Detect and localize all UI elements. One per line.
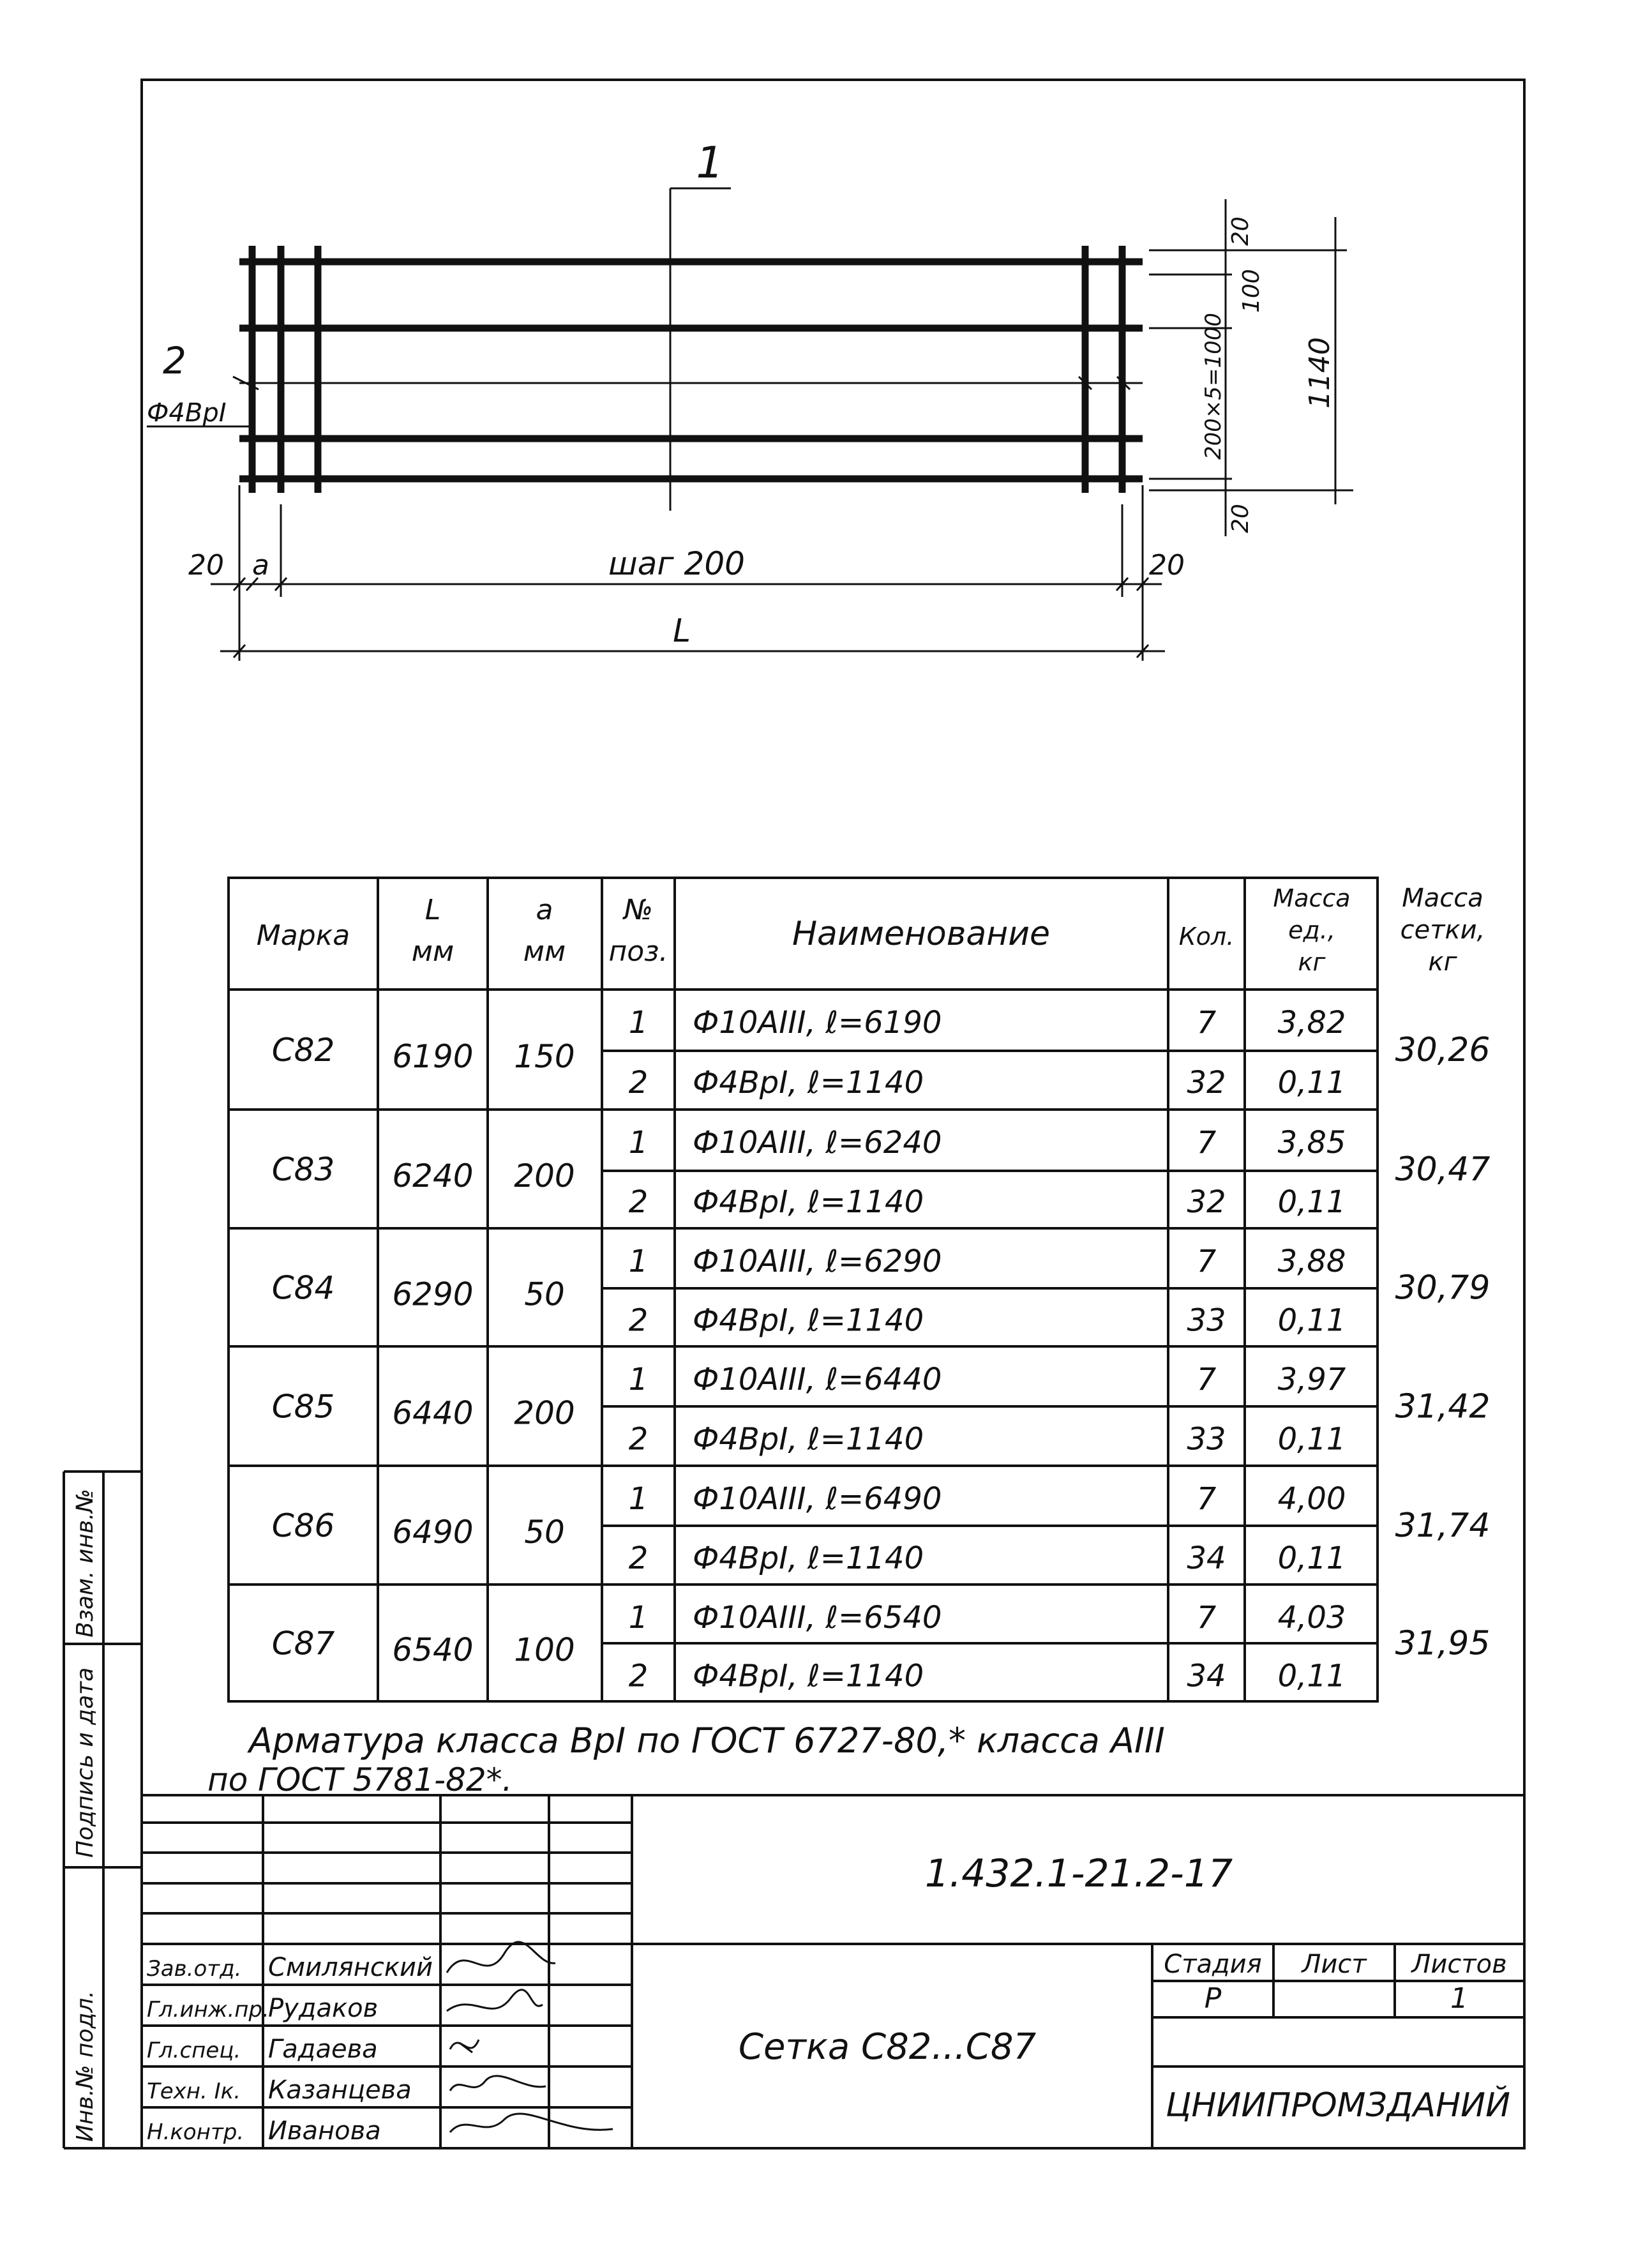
cell-unit-mass: 4,03 — [1277, 1600, 1346, 1636]
hdr-unit-mass-2: ед., — [1288, 916, 1335, 944]
cell-L: 6290 — [392, 1276, 474, 1313]
cell-pos: 2 — [628, 1658, 649, 1694]
cell-mark: С82 — [271, 1032, 335, 1069]
signer-role: Н.контр. — [147, 2119, 244, 2145]
cell-qty: 7 — [1196, 1362, 1217, 1397]
dim-top-20: 20 — [1228, 216, 1254, 246]
signer-name: Иванова — [268, 2116, 381, 2146]
cell-qty: 32 — [1187, 1065, 1226, 1101]
dim-mid: 200×5=1000 — [1201, 312, 1226, 460]
cell-unit-mass: 0,11 — [1277, 1421, 1346, 1457]
cell-mark: С83 — [271, 1151, 335, 1188]
note-line-2: по ГОСТ 5781-82*. — [207, 1761, 513, 1798]
hdr-qty: Кол. — [1178, 922, 1235, 951]
doc-code: 1.432.1-21.2-17 — [924, 1851, 1233, 1896]
hdr-mesh-mass-3: кг — [1428, 947, 1457, 977]
hdr-unit-mass-3: кг — [1298, 948, 1326, 976]
signer-role: Техн. Iк. — [147, 2079, 241, 2104]
drawing-title: Сетка С82...С87 — [738, 2026, 1037, 2068]
signer-name: Смилянский — [268, 1953, 433, 1982]
signer-role: Гл.спец. — [147, 2038, 241, 2063]
side-stamp-inv: Инв.№ подл. — [72, 1991, 98, 2142]
cell-qty: 7 — [1196, 1005, 1217, 1041]
cell-L: 6240 — [392, 1157, 474, 1194]
cell-pos: 1 — [628, 1481, 649, 1517]
cell-unit-mass: 0,11 — [1277, 1658, 1346, 1694]
signatures — [447, 1942, 613, 2132]
hdr-L-unit: мм — [411, 935, 454, 968]
cell-unit-mass: 0,11 — [1277, 1184, 1346, 1220]
hdr-a-unit: мм — [523, 935, 566, 968]
cell-qty: 7 — [1196, 1600, 1217, 1636]
mesh-drawing — [239, 246, 1143, 493]
cell-name: Ф4ВрI, ℓ=1140 — [693, 1302, 924, 1339]
dim-left-20: 20 — [188, 549, 224, 582]
cell-qty: 34 — [1187, 1658, 1226, 1694]
signer-name: Казанцева — [268, 2075, 412, 2105]
cell-pos: 1 — [628, 1125, 649, 1161]
cell-pos: 2 — [628, 1421, 649, 1457]
cell-qty: 34 — [1187, 1540, 1226, 1576]
stage-label: Стадия — [1164, 1950, 1262, 1979]
dim-total: 1140 — [1303, 337, 1336, 409]
spec-table-body — [272, 1005, 1491, 1694]
cell-pos: 1 — [628, 1362, 649, 1397]
cell-a: 200 — [514, 1157, 575, 1194]
cell-name: Ф10АIII, ℓ=6440 — [693, 1362, 942, 1397]
cell-name: Ф4ВрI, ℓ=1140 — [693, 1421, 924, 1457]
side-stamp-sign-date: Подпись и дата — [72, 1667, 98, 1858]
cell-L: 6190 — [392, 1038, 474, 1075]
cell-name: Ф4ВрI, ℓ=1140 — [693, 1658, 924, 1694]
hdr-mesh-mass-1: Масса — [1402, 884, 1483, 913]
cell-mesh-mass: 30,26 — [1395, 1031, 1491, 1069]
cell-unit-mass: 3,88 — [1277, 1244, 1346, 1279]
organization: ЦНИИПРОМЗДАНИЙ — [1166, 2086, 1510, 2125]
dim-bottom-20: 20 — [1228, 504, 1254, 533]
cell-mesh-mass: 30,79 — [1395, 1269, 1491, 1307]
section-mark: 1 — [696, 138, 724, 188]
cell-mesh-mass: 31,95 — [1395, 1624, 1491, 1663]
cell-mark: С86 — [271, 1507, 335, 1544]
dim-L: L — [673, 612, 691, 649]
cell-pos: 1 — [628, 1005, 649, 1041]
cell-L: 6490 — [392, 1514, 474, 1551]
hdr-unit-mass-1: Масса — [1273, 884, 1351, 912]
cell-pos: 2 — [628, 1302, 649, 1339]
dim-a: a — [252, 549, 269, 582]
cell-name: Ф10АIII, ℓ=6540 — [693, 1600, 942, 1636]
bar2-pos-label: 2 — [163, 339, 186, 382]
cell-name: Ф10АIII, ℓ=6490 — [693, 1481, 942, 1517]
cell-pos: 2 — [628, 1540, 649, 1576]
cell-L: 6440 — [392, 1394, 474, 1432]
signer-name: Рудаков — [268, 1994, 379, 2023]
cell-pos: 1 — [628, 1244, 649, 1279]
cell-qty: 7 — [1196, 1244, 1217, 1279]
cell-mesh-mass: 30,47 — [1395, 1150, 1491, 1189]
cell-name: Ф4ВрI, ℓ=1140 — [693, 1184, 924, 1220]
cell-a: 100 — [514, 1631, 575, 1669]
signer-role: Зав.отд. — [147, 1956, 242, 1982]
dim-right-20: 20 — [1149, 549, 1185, 582]
signer-name: Гадаева — [268, 2035, 378, 2064]
cell-mark: С85 — [271, 1388, 335, 1426]
cell-name: Ф10АIII, ℓ=6190 — [693, 1005, 942, 1041]
cell-unit-mass: 0,11 — [1277, 1540, 1346, 1576]
cell-qty: 33 — [1187, 1421, 1226, 1457]
sheets-value: 1 — [1450, 1982, 1468, 2015]
cell-unit-mass: 3,82 — [1277, 1005, 1346, 1041]
hdr-a: a — [536, 894, 553, 926]
cell-pos: 2 — [628, 1184, 649, 1220]
cell-qty: 32 — [1187, 1184, 1226, 1220]
cell-pos: 1 — [628, 1600, 649, 1636]
dim-pitch: шаг 200 — [608, 545, 745, 582]
cell-name: Ф4ВрI, ℓ=1140 — [693, 1540, 924, 1576]
cell-qty: 33 — [1187, 1302, 1226, 1339]
cell-name: Ф4ВрI, ℓ=1140 — [693, 1065, 924, 1101]
side-stamp-repl: Взам. инв.№ — [72, 1489, 98, 1637]
cell-L: 6540 — [392, 1631, 474, 1669]
cell-unit-mass: 3,97 — [1277, 1362, 1346, 1397]
cell-a: 50 — [524, 1276, 565, 1313]
sheet-label: Лист — [1302, 1950, 1367, 1979]
cell-a: 50 — [524, 1514, 565, 1551]
cell-a: 150 — [514, 1038, 575, 1075]
cell-unit-mass: 4,00 — [1277, 1481, 1346, 1517]
cell-a: 200 — [514, 1394, 575, 1432]
hdr-name: Наименование — [792, 915, 1051, 953]
cell-mesh-mass: 31,74 — [1395, 1507, 1491, 1545]
sheets-label: Листов — [1411, 1950, 1507, 1979]
bar2-spec-label: Ф4ВрI — [147, 398, 227, 428]
hdr-L: L — [424, 894, 441, 926]
hdr-pos-1: № — [624, 894, 653, 926]
hdr-mark: Марка — [256, 919, 350, 952]
cell-mark: С87 — [271, 1625, 335, 1662]
cell-qty: 7 — [1196, 1481, 1217, 1517]
hdr-pos-2: поз. — [608, 935, 668, 968]
cell-unit-mass: 3,85 — [1277, 1125, 1346, 1161]
cell-unit-mass: 0,11 — [1277, 1065, 1346, 1101]
signer-role: Гл.инж.пр. — [147, 1997, 269, 2022]
cell-unit-mass: 0,11 — [1277, 1302, 1346, 1339]
cell-qty: 7 — [1196, 1125, 1217, 1161]
cell-name: Ф10АIII, ℓ=6290 — [693, 1244, 942, 1279]
stage-value: Р — [1204, 1982, 1222, 2015]
cell-pos: 2 — [628, 1065, 649, 1101]
cell-mesh-mass: 31,42 — [1395, 1387, 1491, 1426]
cell-mark: С84 — [271, 1269, 335, 1307]
cell-name: Ф10АIII, ℓ=6240 — [693, 1125, 942, 1161]
hdr-mesh-mass-2: сетки, — [1400, 915, 1485, 945]
dim-100: 100 — [1238, 269, 1265, 313]
note-line-1: Арматура класса ВрI по ГОСТ 6727-80,* класса АIII — [249, 1720, 1165, 1761]
